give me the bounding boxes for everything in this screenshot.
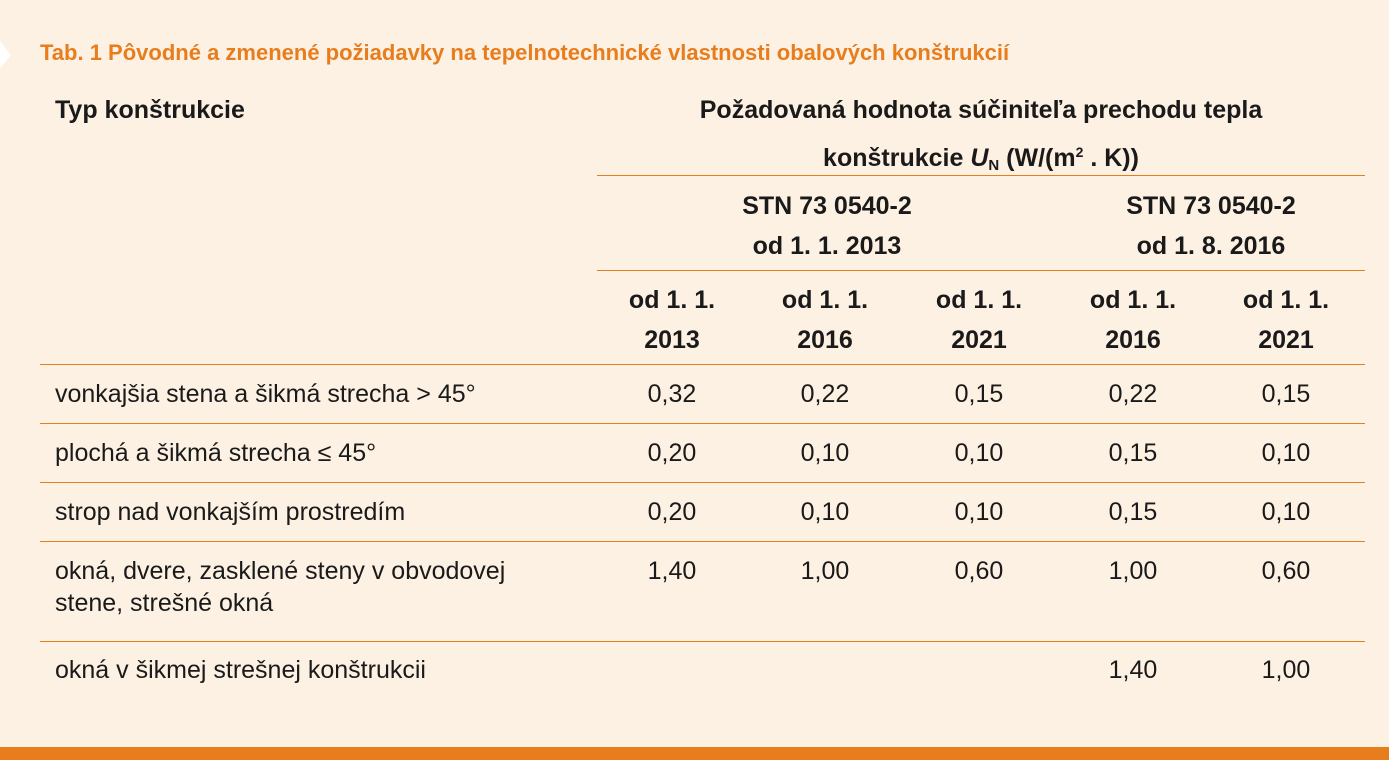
row-3-value-2: 0,10 xyxy=(800,498,850,526)
row-3-value-3: 0,10 xyxy=(954,498,1004,526)
group-header-2013-line1: STN 73 0540-2 xyxy=(742,192,912,220)
subcol-header-4-line2: 2016 xyxy=(1105,326,1161,354)
row-4-label-line2: stene, strešné okná xyxy=(55,589,274,617)
u-value-header-line2 xyxy=(597,132,1365,186)
header-rule-1 xyxy=(597,175,1365,176)
row-5-label: okná v šikmej strešnej konštrukcii xyxy=(55,656,426,684)
subcol-header-1 xyxy=(597,280,747,360)
subcol-header-1-line1: od 1. 1. xyxy=(628,286,716,314)
row-1-value-1: 0,32 xyxy=(647,380,697,408)
u-prefix: konštrukcie xyxy=(823,144,971,172)
row-2-label: plochá a šikmá strecha ≤ 45° xyxy=(55,439,377,467)
group-header-2013-line2: od 1. 1. 2013 xyxy=(752,232,902,260)
table-caption: Tab. 1 Pôvodné a zmenené požiadavky na tepelnotechnické vlastnosti obalových konštrukcií xyxy=(40,40,1010,65)
row-1-value-4: 0,22 xyxy=(1108,380,1158,408)
row-4-value-5: 0,60 xyxy=(1261,557,1311,585)
row-3-value-5: 0,10 xyxy=(1261,498,1311,526)
row-2-value-5: 0,10 xyxy=(1261,439,1311,467)
row-4-value-3: 0,60 xyxy=(954,557,1004,585)
subcol-header-5-line2: 2021 xyxy=(1258,326,1314,354)
row-1-value-5: 0,15 xyxy=(1261,380,1311,408)
group-header-2016 xyxy=(1057,186,1365,266)
notch-marker xyxy=(0,41,11,69)
row-3-value-1: 0,20 xyxy=(647,498,697,526)
u-unit-b: . K)) xyxy=(1083,144,1139,172)
subcol-header-4-line1: od 1. 1. xyxy=(1089,286,1177,314)
u-superscript: 2 xyxy=(1075,144,1084,160)
row-2-value-4: 0,15 xyxy=(1108,439,1158,467)
subcol-header-3-line1: od 1. 1. xyxy=(935,286,1023,314)
row-3-label: strop nad vonkajším prostredím xyxy=(55,498,406,526)
subcol-header-2-line2: 2016 xyxy=(797,326,853,354)
row-rule-4 xyxy=(40,641,1365,642)
subcol-header-2-line1: od 1. 1. xyxy=(781,286,869,314)
u-subscript: N xyxy=(988,157,1000,174)
row-4-value-4: 1,00 xyxy=(1108,557,1158,585)
subcol-header-1-line2: 2013 xyxy=(644,326,700,354)
type-column-header: Typ konštrukcie xyxy=(55,96,245,124)
group-header-2016-line1: STN 73 0540-2 xyxy=(1126,192,1296,220)
header-rule-2 xyxy=(597,270,1365,271)
subcol-header-5-line1: od 1. 1. xyxy=(1242,286,1330,314)
row-2-value-1: 0,20 xyxy=(647,439,697,467)
subcol-header-5 xyxy=(1211,280,1361,360)
row-4-value-1: 1,40 xyxy=(647,557,697,585)
row-3-value-4: 0,15 xyxy=(1108,498,1158,526)
subcol-header-4 xyxy=(1058,280,1208,360)
row-rule-2 xyxy=(40,482,1365,483)
subcol-header-3-line2: 2021 xyxy=(951,326,1007,354)
header-rule-3 xyxy=(40,364,1365,365)
row-4-label xyxy=(55,555,505,619)
row-2-value-3: 0,10 xyxy=(954,439,1004,467)
row-4-label-line1: okná, dvere, zasklené steny v obvodovej xyxy=(55,557,506,585)
row-2-value-2: 0,10 xyxy=(800,439,850,467)
row-5-value-5: 1,00 xyxy=(1261,656,1311,684)
row-1-value-3: 0,15 xyxy=(954,380,1004,408)
row-1-label: vonkajšia stena a šikmá strecha > 45° xyxy=(55,380,476,408)
row-5-value-4: 1,40 xyxy=(1108,656,1158,684)
u-value-header-line1: Požadovaná hodnota súčiniteľa prechodu tepla xyxy=(699,96,1263,124)
bottom-accent-bar xyxy=(0,747,1389,760)
row-1-value-2: 0,22 xyxy=(800,380,850,408)
row-4-value-2: 1,00 xyxy=(800,557,850,585)
subcol-header-3 xyxy=(904,280,1054,360)
row-rule-3 xyxy=(40,541,1365,542)
subcol-header-2 xyxy=(750,280,900,360)
u-unit-a: (W/(m xyxy=(999,144,1076,172)
u-symbol: U xyxy=(970,144,989,172)
group-header-2016-line2: od 1. 8. 2016 xyxy=(1136,232,1286,260)
row-rule-1 xyxy=(40,423,1365,424)
group-header-2013 xyxy=(597,186,1057,266)
